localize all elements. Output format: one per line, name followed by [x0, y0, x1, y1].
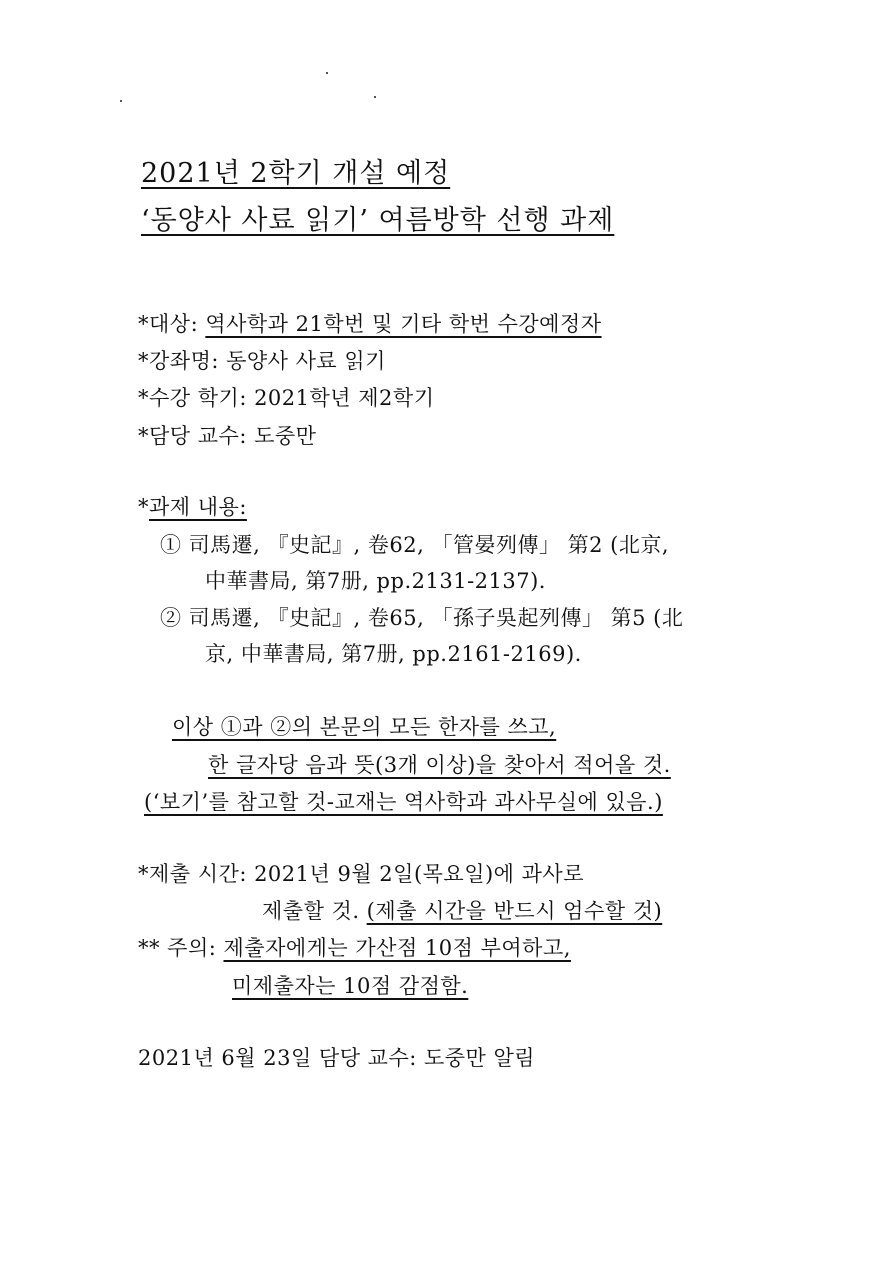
assignment-item-2-line-1: ② 司馬遷, 『史記』, 卷65, 「孫子吳起列傳」 第5 (北 — [160, 606, 684, 630]
assignment-item-2-line-2: 京, 中華書局, 第7册, pp.2161-2169). — [205, 642, 582, 666]
submission-time-line-1: *제출 시간: 2021년 9월 2일(목요일)에 과사로 — [138, 862, 585, 886]
instruction-line-2: 한 글자당 음과 뜻(3개 이상)을 찾아서 적어올 것. — [208, 753, 671, 777]
notice-bonus: 제출자에게는 가산점 10점 부여하고, — [223, 936, 571, 960]
scan-speck — [326, 72, 328, 74]
assignment-item-1-line-1: ① 司馬遷, 『史記』, 卷62, 「管晏列傳」 第2 (北京, — [160, 533, 670, 557]
notice-line-1 — [138, 938, 571, 959]
scan-speck — [120, 100, 122, 102]
info-target-value: 역사학과 21학번 및 기타 학번 수강예정자 — [205, 312, 602, 336]
assignment-heading-prefix: * — [138, 495, 149, 519]
notice-line-2: 미제출자는 10점 감점함. — [232, 974, 469, 998]
info-semester: *수강 학기: 2021학년 제2학기 — [138, 386, 435, 410]
title-line-2: ‘동양사 사료 읽기’ 여름방학 선행 과제 — [141, 205, 615, 236]
submission-time-line-2 — [262, 901, 662, 922]
info-target — [138, 314, 602, 335]
info-target-label: *대상: — [138, 312, 206, 336]
assignment-heading-label: 과제 내용: — [149, 495, 247, 519]
info-course: *강좌명: 동양사 사료 읽기 — [138, 349, 386, 373]
submission-time-emphasis: (제출 시간을 반드시 엄수할 것) — [366, 899, 663, 923]
assignment-heading — [138, 497, 247, 518]
assignment-item-1-line-2: 中華書局, 第7册, pp.2131-2137). — [205, 569, 546, 593]
instruction-line-1: 이상 ①과 ②의 본문의 모든 한자를 쓰고, — [172, 715, 557, 739]
instruction-line-3: (‘보기’를 참고할 것-교재는 역사학과 과사무실에 있음.) — [144, 790, 663, 814]
scan-speck — [374, 96, 376, 98]
info-professor: *담당 교수: 도중만 — [138, 424, 317, 448]
title-line-1: 2021년 2학기 개설 예정 — [141, 158, 451, 189]
signature-line: 2021년 6월 23일 담당 교수: 도중만 알림 — [138, 1046, 536, 1070]
submission-time-plain: 제출할 것. — [262, 899, 367, 923]
notice-prefix: ** 주의: — [138, 936, 224, 960]
